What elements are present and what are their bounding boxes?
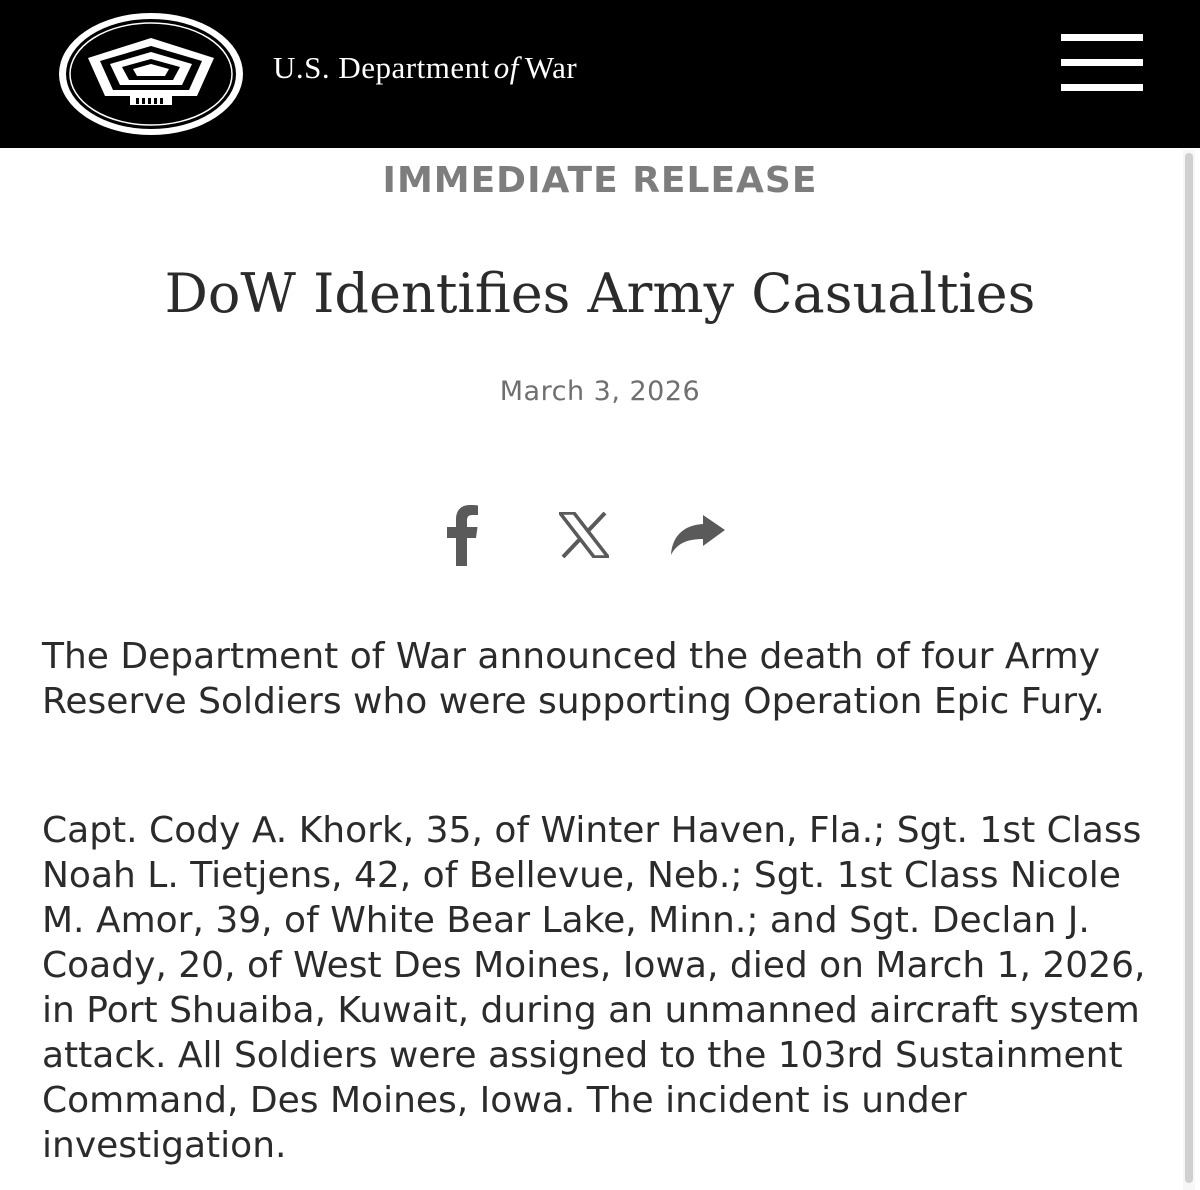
- menu-bar: [1061, 34, 1143, 41]
- brand-of: of: [493, 50, 519, 85]
- share-button[interactable]: [664, 500, 732, 570]
- facebook-icon: [445, 504, 479, 566]
- article-paragraph: The Department of War announced the death of four Army Reserve Soldiers who were supporting Operation Epic Fury.: [42, 636, 1105, 722]
- share-icon: [670, 515, 726, 555]
- share-bar: [0, 500, 1200, 570]
- facebook-share-button[interactable]: [430, 500, 494, 570]
- x-share-button[interactable]: [554, 500, 614, 570]
- page-title: DoW Identifies Army Casualties: [164, 262, 1036, 325]
- menu-bar: [1061, 84, 1143, 91]
- hamburger-menu-icon[interactable]: [1058, 32, 1146, 94]
- brand-suffix: War: [524, 50, 578, 85]
- brand-prefix: U.S. Department: [273, 50, 490, 85]
- release-kicker: IMMEDIATE RELEASE: [382, 160, 818, 201]
- site-brand[interactable]: [273, 50, 577, 86]
- release-date: March 3, 2026: [499, 376, 701, 407]
- x-icon: [559, 512, 609, 558]
- article-paragraph: Capt. Cody A. Khork, 35, of Winter Haven, Fla.; Sgt. 1st Class Noah L. Tietjens, 42, of Bellevue, Neb.; Sgt. 1st Class Nicole M. Amor, 39, of White Bear Lake, Minn.; and Sgt. Declan J. Coady, 20, of West Des Moines, Iowa, died on March 1, 2026, in Port Shuaiba, Kuwait, during an unmanned aircraft system attack. All Soldiers were assigned to the 103rd Sustainment Command, Des Moines, Iowa. The incident is under investigation.: [42, 810, 1146, 1166]
- menu-bar: [1061, 59, 1143, 66]
- pentagon-seal-icon[interactable]: [56, 10, 246, 138]
- site-header: [0, 0, 1200, 148]
